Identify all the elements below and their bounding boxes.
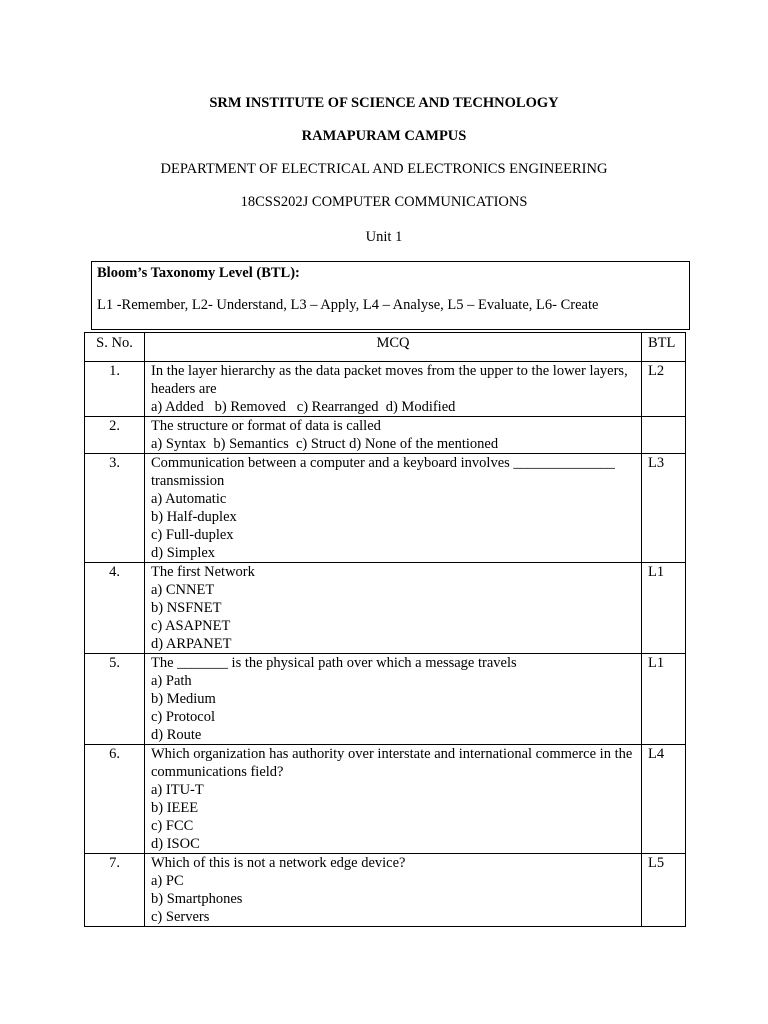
answer-option: a) PC	[151, 873, 184, 889]
btl-level	[642, 417, 686, 454]
table-row	[85, 854, 686, 927]
institute-title: SRM INSTITUTE OF SCIENCE AND TECHNOLOGY	[209, 95, 559, 111]
btl-legend-title: Bloom’s Taxonomy Level (BTL):	[97, 265, 300, 281]
table-row	[85, 362, 686, 417]
question-cell	[145, 745, 642, 854]
answer-option: d) Route	[151, 727, 202, 743]
question-text: Communication between a computer and a keyboard involves ______________ transmission	[151, 455, 619, 489]
question-cell	[145, 417, 642, 454]
question-cell	[145, 563, 642, 654]
question-number: 6.	[85, 745, 145, 854]
answer-option: c) FCC	[151, 818, 194, 834]
question-cell	[145, 454, 642, 563]
question-text: Which organization has authority over interstate and international commerce in the communications field?	[151, 746, 636, 780]
answer-option: b) IEEE	[151, 800, 199, 816]
table-row	[85, 563, 686, 654]
question-text: The first Network	[151, 564, 255, 580]
campus-title: RAMAPURAM CAMPUS	[301, 128, 467, 144]
header-btl: BTL	[642, 333, 686, 362]
answer-option: c) Full-duplex	[151, 527, 234, 543]
table-row	[85, 654, 686, 745]
btl-level: L1	[642, 654, 686, 745]
answer-option: a) Added b) Removed c) Rearranged d) Modified	[151, 399, 456, 415]
table-row	[85, 417, 686, 454]
department-title: DEPARTMENT OF ELECTRICAL AND ELECTRONICS ENGINEERING	[160, 161, 608, 177]
question-number: 2.	[85, 417, 145, 454]
question-number: 5.	[85, 654, 145, 745]
btl-level: L3	[642, 454, 686, 563]
btl-level: L4	[642, 745, 686, 854]
answer-option: a) Syntax b) Semantics c) Struct d) None of the mentioned	[151, 436, 499, 452]
btl-level: L2	[642, 362, 686, 417]
table-header-row	[85, 333, 686, 362]
question-text: Which of this is not a network edge device?	[151, 855, 406, 871]
question-cell	[145, 654, 642, 745]
btl-legend-box	[91, 261, 690, 330]
answer-option: d) Simplex	[151, 545, 216, 561]
table-row	[85, 745, 686, 854]
question-text: The structure or format of data is called	[151, 418, 381, 434]
answer-option: b) Half-duplex	[151, 509, 237, 525]
answer-option: c) ASAPNET	[151, 618, 231, 634]
answer-option: b) Medium	[151, 691, 216, 707]
header-mcq: MCQ	[145, 333, 642, 362]
answer-option: a) ITU-T	[151, 782, 204, 798]
answer-option: d) ISOC	[151, 836, 200, 852]
question-text: The _______ is the physical path over which a message travels	[151, 655, 517, 671]
question-cell	[145, 854, 642, 927]
btl-legend-levels: L1 -Remember, L2- Understand, L3 – Apply, L4 – Analyse, L5 – Evaluate, L6- Create	[97, 297, 599, 313]
mcq-table	[84, 332, 686, 927]
answer-option: c) Protocol	[151, 709, 216, 725]
question-number: 1.	[85, 362, 145, 417]
question-number: 4.	[85, 563, 145, 654]
table-row	[85, 454, 686, 563]
btl-level: L1	[642, 563, 686, 654]
unit-title: Unit 1	[365, 229, 403, 245]
answer-option: a) Path	[151, 673, 192, 689]
question-number: 7.	[85, 854, 145, 927]
question-number: 3.	[85, 454, 145, 563]
question-cell	[145, 362, 642, 417]
btl-level: L5	[642, 854, 686, 927]
answer-option: b) NSFNET	[151, 600, 222, 616]
answer-option: c) Servers	[151, 909, 210, 925]
question-text: In the layer hierarchy as the data packet moves from the upper to the lower layers, headers are	[151, 363, 632, 397]
course-title: 18CSS202J COMPUTER COMMUNICATIONS	[240, 194, 528, 210]
answer-option: a) CNNET	[151, 582, 215, 598]
answer-option: a) Automatic	[151, 491, 227, 507]
answer-option: d) ARPANET	[151, 636, 232, 652]
mcq-table-body	[85, 362, 686, 927]
header-sno: S. No.	[85, 333, 145, 362]
answer-option: b) Smartphones	[151, 891, 243, 907]
